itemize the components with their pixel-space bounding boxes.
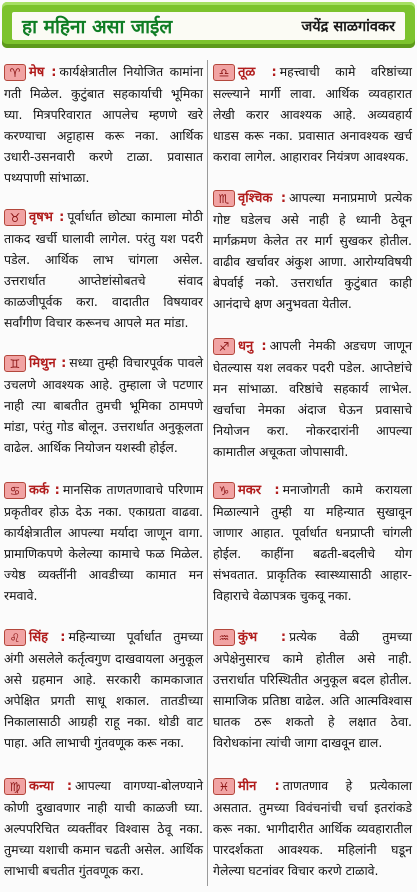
sign-text-kark: मानसिक ताणतणावाचे परिणाम प्रकृतीवर होऊ देऊ नका. एकाग्रता वाढवा. कार्यक्षेत्रातील आपल्या मर्यादा जाणून वागा. प्रामाणिकपणे केलेल्या कामाचे फळ मिळेल. ज्येष्ठ व्यक्तींनी आवडीच्या कामात मन रमवावे. — [4, 482, 203, 603]
sign-text-makar: मनाजोगती कामे करायला मिळाल्याने तुम्ही या महिन्यात सुखावून जाणार आहात. पूर्वार्धात धनप्राप्ती चांगली होईल. काहींना बढती-बदलीचे योग संभवतात. प्राकृतिक स्वास्थ्यासाठी आहार-विहाराचे वेळापत्रक चुकवू नका. — [213, 482, 412, 603]
sign-block-kanya — [4, 776, 203, 882]
sign-paragraph — [4, 353, 203, 459]
sign-name-dhanu: धनु : — [238, 339, 267, 354]
fish-icon: ♓ — [213, 778, 235, 795]
sign-text-sinha: महिन्याच्या पूर्वार्धात तुमच्या अंगी असलेले कर्तृत्वगुण दाखवायला अनुकूल असे ग्रहमान आहे. सरकारी कामकाजात अपेक्षित प्रगती साधू शकाल. तातडीच्या निकालासाठी आग्रही राहू नका. थोडी वाट पाहा. अति लाभाची गुंतवणूक करू नका. — [4, 629, 203, 750]
sign-block-tula — [213, 62, 412, 168]
archer-icon: ♐ — [213, 338, 235, 355]
sign-block-mesh — [4, 62, 203, 188]
sign-text-kumbh: प्रत्येक वेळी तुमच्या अपेक्षेनुसारच कामे होतील असे नाही. उत्तरार्धात परिस्थितीत अनुकूल बदल होतील. सामाजिक प्रतिष्ठा वाढेल. अति आत्मविश्वास घातक ठरू शकतो हे लक्षात ठेवा. विरोधकांना त्यांची जागा दाखवून द्याल. — [213, 629, 412, 750]
sign-text-tula: महत्त्वाची कामे वरिष्ठांच्या सल्ल्याने मार्गी लावा. आर्थिक व्यवहारात लेखी करार आवश्यक आहे. अव्यवहार्य धाडस करू नका. प्रवासात अनावश्यक खर्च करावा लागेल. आहारावर नियंत्रण आवश्यक. — [213, 64, 413, 164]
sign-paragraph — [213, 776, 412, 882]
lion-icon: ♌ — [4, 629, 26, 646]
sign-name-tula: तूळ : — [238, 65, 277, 80]
sign-paragraph — [213, 480, 412, 606]
crab-icon: ♋ — [4, 482, 26, 499]
virgin-icon: ♍ — [4, 778, 26, 795]
water-bearer-icon: ♒ — [213, 629, 235, 646]
sign-name-vrishabh: वृषभ : — [29, 210, 65, 225]
sign-paragraph — [4, 627, 203, 753]
sign-block-vrishchik — [213, 188, 412, 314]
bull-icon: ♉ — [4, 209, 26, 226]
sign-text-mesh: कार्यक्षेत्रातील नियोजित कामांना गती मिळेल. कुटुंबात सहकार्याची भूमिका घ्या. मित्रपरिवारात आपलेच म्हणणे खरे करण्याचा अट्टाहास करू नका. आर्थिक उधारी-उसनवारी करणे टाळा. प्रवासात पथ्यपाणी सांभाळा. — [4, 64, 203, 185]
sign-name-kanya: कन्या : — [29, 779, 73, 794]
sign-name-meen: मीन : — [238, 779, 280, 794]
sign-paragraph — [213, 627, 412, 753]
scorpion-icon: ♏ — [213, 190, 235, 207]
goat-icon: ♑ — [213, 482, 235, 499]
sign-name-kark: कर्क : — [29, 483, 60, 498]
sign-block-dhanu — [213, 336, 412, 462]
scales-icon: ♎ — [213, 64, 235, 81]
sign-name-mithun: मिथुन : — [29, 356, 67, 371]
column-divider — [207, 60, 208, 886]
sign-paragraph — [213, 336, 412, 462]
sign-block-kark — [4, 480, 203, 606]
sign-block-makar — [213, 480, 412, 606]
page-title: हा महिना असा जाईल — [22, 16, 173, 38]
sign-name-mesh: मेष : — [29, 65, 57, 80]
sign-block-kumbh — [213, 627, 412, 753]
sign-name-makar: मकर : — [238, 483, 280, 498]
sign-text-meen: ताणतणाव हे प्रत्येकाला असतात. तुमच्या विवंचनांची चर्चा इतरांकडे करू नका. भागीदारीत आर्थिक व्यवहारातील पारदर्शकता आवश्यक. महिलांनी घडून गेलेल्या घटनांवर विचार करणे टाळावे. — [213, 778, 412, 878]
sign-text-kanya: आपल्या वागण्या-बोलण्याने कोणी दुखावणार नाही याची काळजी घ्या. अल्पपरिचित व्यक्तींवर विश्वास ठेवू नका. तुमच्या यशाची कमान चढती असेल. आर्थिक लाभाची बचतीत गुंतवणूक करा. — [4, 778, 204, 878]
header-banner — [2, 2, 415, 48]
sign-paragraph — [213, 188, 412, 314]
sign-paragraph — [4, 62, 203, 188]
sign-text-dhanu: आपली नेमकी अडचण जाणून घेतल्यास यश लवकर पदरी पडेल. आप्तेष्टांचे मन सांभाळा. वरिष्ठांचे सहकार्य लाभेल. खर्चाचा नेमका अंदाज घेऊन प्रवासाचे नियोजन करा. नोकरदारांनी आपल्या कामातील अचूकता जोपासावी. — [213, 338, 412, 459]
sign-text-mithun: सध्या तुम्ही विचारपूर्वक पावले उचलणे आवश्यक आहे. तुम्हाला जे पटणार नाही त्या बाबतीत तुमची भूमिका ठामपणे मांडा, परंतु गोड बोलून. उत्तरार्धात अनुकूलता वाढेल. आर्थिक नियोजन यशस्वी होईल. — [4, 355, 203, 455]
twins-icon: ♊ — [4, 355, 26, 372]
sign-block-meen — [213, 776, 412, 882]
sign-paragraph — [4, 776, 203, 882]
header-inner-panel — [12, 12, 405, 40]
sign-paragraph — [213, 62, 412, 168]
sign-paragraph — [4, 480, 203, 606]
sign-text-vrishchik: आपल्या मनाप्रमाणे प्रत्येक गोष्ट घडेलच असे नाही हे ध्यानी ठेवून मार्गक्रमण केलेत तर मार्ग सुखकर होतील. वाढीव खर्चावर अंकुश आणा. आरोग्यविषयी बेपर्वाई नको. उत्तरार्धात कुटुंबात काही आनंदाचे क्षण अनुभवता येतील. — [213, 190, 413, 311]
sign-block-mithun — [4, 353, 203, 459]
author-name: जयेंद्र साळगांवकर — [301, 19, 395, 35]
ram-icon: ♈ — [4, 64, 26, 81]
sign-name-kumbh: कुंभ : — [238, 630, 287, 645]
sign-block-vrishabh — [4, 207, 203, 333]
sign-text-vrishabh: पूर्वार्धात छोट्या कामाला मोठी ताकद खर्ची घालावी लागेल. परंतु यश पदरी पडेल. आर्थिक लाभ चांगला असेल. उत्तरार्धात आप्तेष्टांसोबतचे संवाद काळजीपूर्वक करा. वादातीत विषयावर सर्वांगीण विचार करूनच आपले मत मांडा. — [4, 209, 203, 330]
sign-block-sinha — [4, 627, 203, 753]
sign-name-sinha: सिंह : — [29, 630, 66, 645]
sign-paragraph — [4, 207, 203, 333]
sign-name-vrishchik: वृश्चिक : — [238, 191, 287, 206]
